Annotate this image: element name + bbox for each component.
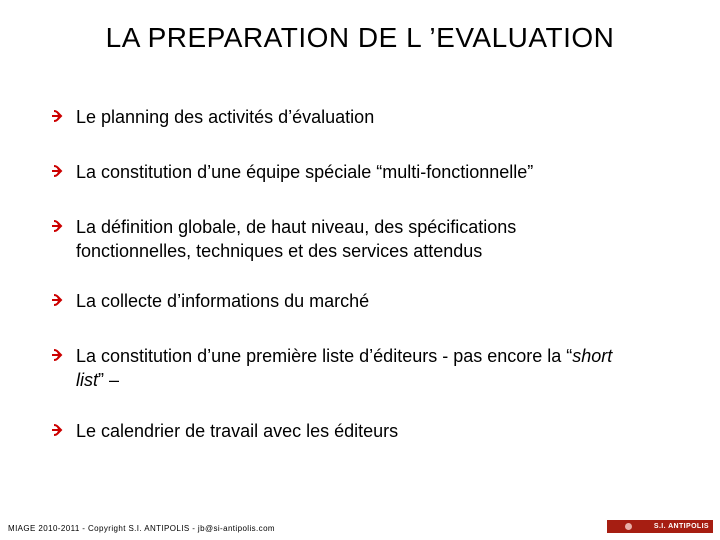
bullet-item xyxy=(52,344,682,392)
arrow-right-icon xyxy=(52,348,64,362)
bullet-item xyxy=(52,105,682,129)
bullet-text-italic: short xyxy=(572,346,613,366)
bullet-text-segment: La constitution d’une première liste d’éditeurs - pas encore la “ xyxy=(76,346,573,366)
arrow-right-icon xyxy=(52,164,64,178)
bullet-text-line: La définition globale, de haut niveau, des spécifications xyxy=(76,217,517,237)
bullet-text-line xyxy=(76,344,612,368)
bullet-item xyxy=(52,289,682,313)
arrow-right-icon xyxy=(52,423,64,437)
arrow-right-icon xyxy=(52,109,64,123)
bullet-text-line xyxy=(76,368,612,392)
bullet-item xyxy=(52,160,682,184)
bullet-item xyxy=(52,419,682,443)
bullet-text: La collecte d’informations du marché xyxy=(76,291,370,311)
bullet-text xyxy=(76,344,612,392)
company-logo xyxy=(607,520,713,533)
arrow-right-icon xyxy=(52,293,64,307)
bullet-text-italic: list xyxy=(76,370,98,390)
logo-text: S.I. ANTIPOLIS xyxy=(653,523,709,530)
bullet-text: La constitution d’une équipe spéciale “multi-fonctionnelle” xyxy=(76,162,534,182)
bullet-text-line: fonctionnelles, techniques et des services attendus xyxy=(76,241,483,261)
footer-copyright: MIAGE 2010-2011 - Copyright S.I. ANTIPOLIS - jb@si-antipolis.com xyxy=(8,524,275,533)
logo-mark-icon xyxy=(625,523,632,530)
arrow-right-icon xyxy=(52,219,64,233)
bullet-text xyxy=(76,215,516,263)
bullet-item xyxy=(52,215,682,263)
bullet-text-segment: ” – xyxy=(98,370,120,390)
slide-title: LA PREPARATION DE L ’EVALUATION xyxy=(105,22,615,53)
bullet-text: Le calendrier de travail avec les éditeurs xyxy=(76,421,399,441)
bullet-text: Le planning des activités d’évaluation xyxy=(76,107,375,127)
